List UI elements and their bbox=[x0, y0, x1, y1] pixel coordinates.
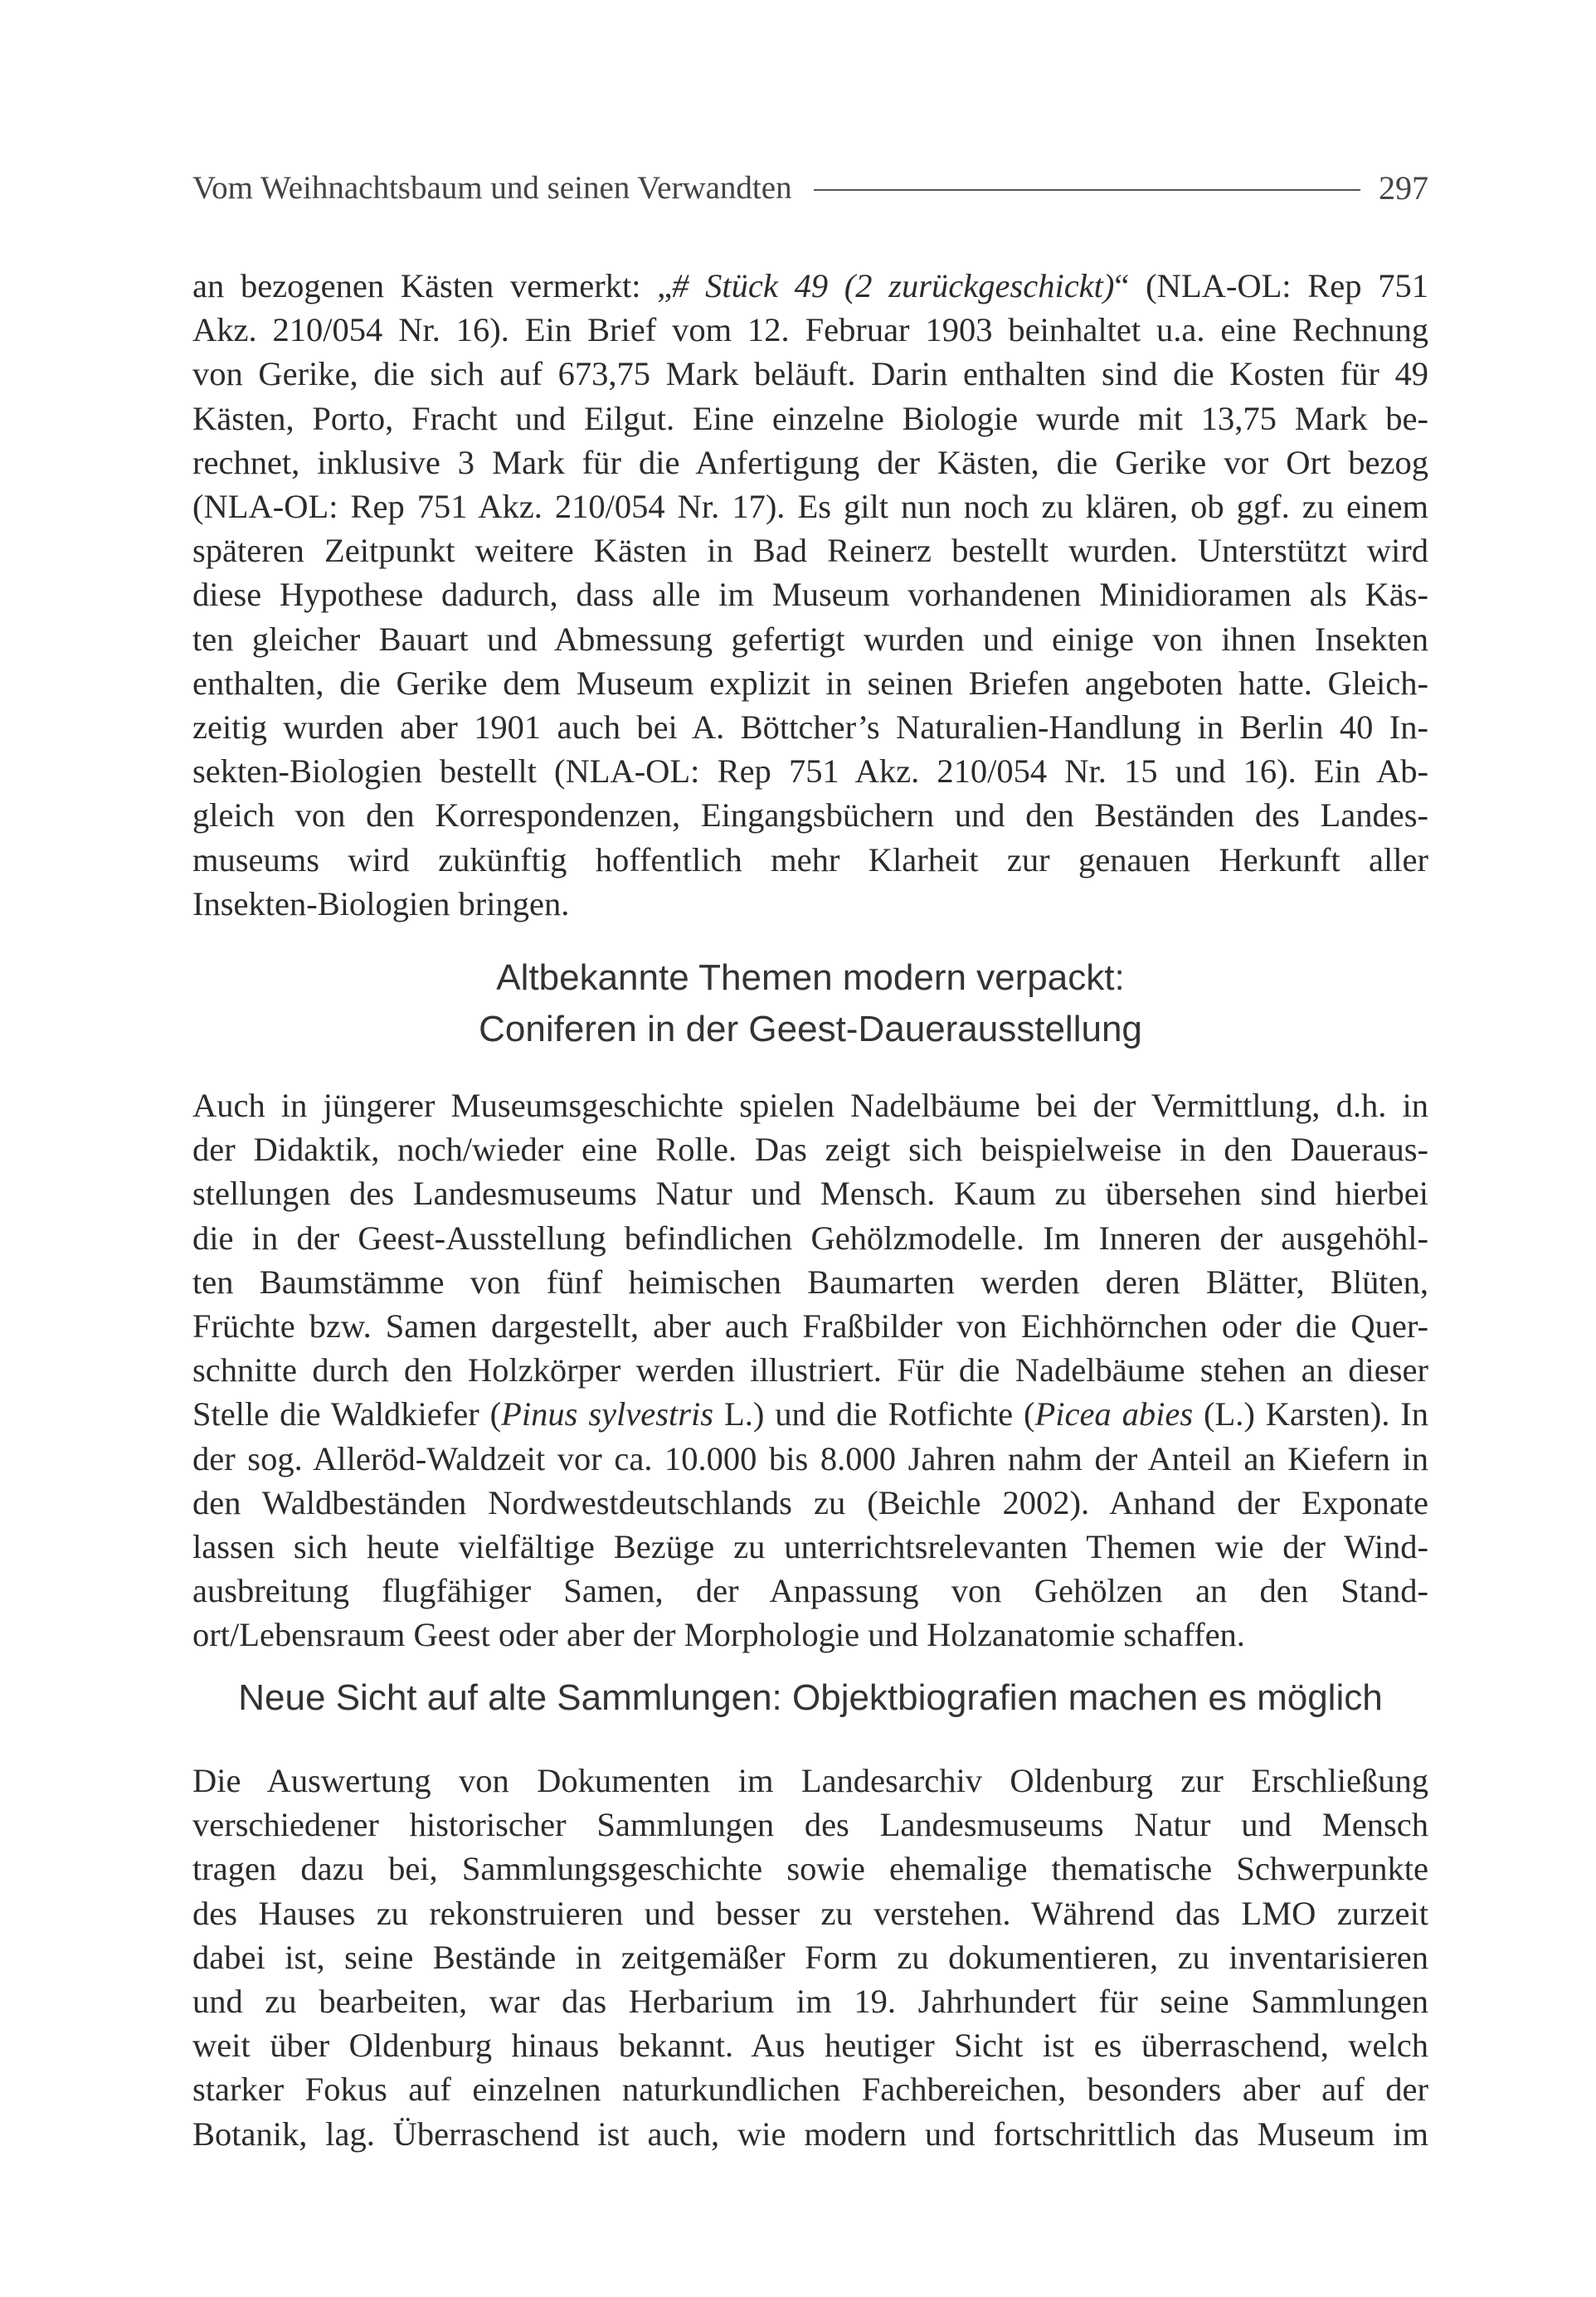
text-line: von Gerike, die sich auf 673,75 Mark beläuft. Darin enthalten sind die Kosten für 49 bbox=[192, 355, 1428, 393]
text-line: (NLA-OL: Rep 751 Akz. 210/054 Nr. 17). Es gilt nun noch zu klären, ob ggf. zu einem bbox=[192, 488, 1428, 526]
text-line: des Hauses zu rekonstruieren und besser zu verstehen. Während das LMO zurzeit bbox=[192, 1894, 1428, 1932]
text-line: Stelle die Waldkiefer (Pinus sylvestris L.) und die Rotfichte (Picea abies (L.) Karsten). In bbox=[192, 1395, 1429, 1433]
text-line: ort/Lebensraum Geest oder aber der Morphologie und Holzanatomie schaffen. bbox=[192, 1616, 1245, 1654]
text-line: enthalten, die Gerike dem Museum explizit in seinen Briefen angeboten hatte. Gleich- bbox=[192, 664, 1428, 702]
text-line: ten gleicher Bauart und Abmessung gefertigt wurden und einige von ihnen Insekten bbox=[192, 620, 1428, 658]
page-number: 297 bbox=[1379, 168, 1428, 207]
running-title: Vom Weihnachtsbaum und seinen Verwandten bbox=[192, 169, 792, 206]
text-line: ten Baumstämme von fünf heimischen Baumarten werden deren Blätter, Blüten, bbox=[192, 1263, 1428, 1301]
paragraph-collections bbox=[192, 1759, 1428, 2156]
text-line: späteren Zeitpunkt weitere Kästen in Bad Reinerz bestellt wurden. Unterstützt wird bbox=[192, 532, 1428, 570]
text-line: lassen sich heute vielfältige Bezüge zu unterrichtsrelevanten Themen wie der Wind- bbox=[192, 1528, 1428, 1566]
text-line: Botanik, lag. Überraschend ist auch, wie modern und fortschrittlich das Museum im bbox=[192, 2115, 1428, 2153]
text-line: rechnet, inklusive 3 Mark für die Anfertigung der Kästen, die Gerike vor Ort bezog bbox=[192, 443, 1428, 481]
paragraph-geest-exhibition bbox=[192, 1083, 1428, 1657]
text-line: an bezogenen Kästen vermerkt: „# Stück 49 (2 zurückgeschickt)“ (NLA-OL: Rep 751 bbox=[192, 267, 1429, 304]
text-line: Akz. 210/054 Nr. 16). Ein Brief vom 12. Februar 1903 beinhaltet u.a. eine Rechnung bbox=[192, 311, 1428, 349]
paragraph-box-contents bbox=[192, 264, 1428, 926]
section-heading-coniferen: Altbekannte Themen modern verpackt: Coniferen in der Geest-Dauerausstellung bbox=[479, 957, 1142, 1049]
text-line: die in der Geest-Ausstellung befindlichen Gehölzmodelle. Im Inneren der ausgehöhl- bbox=[192, 1219, 1428, 1257]
text-line: den Waldbeständen Nordwestdeutschlands zu (Beichle 2002). Anhand der Exponate bbox=[192, 1483, 1428, 1521]
section-heading-objektbiografien: Neue Sicht auf alte Sammlungen: Objektbiografien machen es möglich bbox=[238, 1677, 1383, 1718]
running-header bbox=[192, 163, 1428, 212]
text-line: diese Hypothese dadurch, dass alle im Museum vorhandenen Minidioramen als Käs- bbox=[192, 576, 1428, 614]
text-line: stellungen des Landesmuseums Natur und Mensch. Kaum zu übersehen sind hierbei bbox=[192, 1175, 1428, 1213]
text-line: Die Auswertung von Dokumenten im Landesarchiv Oldenburg zur Erschließung bbox=[192, 1762, 1428, 1799]
text-line: starker Fokus auf einzelnen naturkundlichen Fachbereichen, besonders aber auf der bbox=[192, 2071, 1428, 2109]
text-line: und zu bearbeiten, war das Herbarium im 19. Jahrhundert für seine Sammlungen bbox=[192, 1983, 1428, 2021]
quote-italic: # Stück 49 (2 zurückgeschickt) bbox=[672, 267, 1115, 304]
text-line: Auch in jüngerer Museumsgeschichte spielen Nadelbäume bei der Vermittlung, d.h. in bbox=[192, 1087, 1428, 1124]
header-rule bbox=[814, 189, 1360, 191]
text-line: der Didaktik, noch/wieder eine Rolle. Das zeigt sich beispielweise in den Daueraus- bbox=[192, 1131, 1428, 1169]
text-line: schnitte durch den Holzkörper werden illustriert. Für die Nadelbäume stehen an dieser bbox=[192, 1351, 1428, 1389]
text-line: Kästen, Porto, Fracht und Eilgut. Eine einzelne Biologie wurde mit 13,75 Mark be- bbox=[192, 399, 1428, 437]
text-line: ausbreitung flugfähiger Samen, der Anpassung von Gehölzen an den Stand- bbox=[192, 1572, 1428, 1610]
text-line: Insekten-Biologien bringen. bbox=[192, 884, 570, 922]
text-line: Früchte bzw. Samen dargestellt, aber auch Fraßbilder von Eichhörnchen oder die Quer- bbox=[192, 1307, 1428, 1346]
species-name-italic: Picea abies bbox=[1034, 1395, 1194, 1433]
text-line: gleich von den Korrespondenzen, Eingangsbüchern und den Beständen des Landes- bbox=[192, 796, 1428, 835]
text-line: museums wird zukünftig hoffentlich mehr Klarheit zur genauen Herkunft aller bbox=[192, 840, 1428, 878]
species-name-italic: Pinus sylvestris bbox=[501, 1395, 714, 1433]
text-line: der sog. Alleröd-Waldzeit vor ca. 10.000 bis 8.000 Jahren nahm der Anteil an Kiefern in bbox=[192, 1439, 1428, 1477]
text-line: verschiedener historischer Sammlungen des Landesmuseums Natur und Mensch bbox=[192, 1806, 1428, 1844]
text-line: sekten-Biologien bestellt (NLA-OL: Rep 751 Akz. 210/054 Nr. 15 und 16). Ein Ab- bbox=[192, 752, 1428, 791]
text-line: weit über Oldenburg hinaus bekannt. Aus heutiger Sicht ist es überraschend, welch bbox=[192, 2027, 1428, 2065]
text-line: tragen dazu bei, Sammlungsgeschichte sowie ehemalige thematische Schwerpunkte bbox=[192, 1850, 1428, 1888]
text-line: zeitig wurden aber 1901 auch bei A. Böttcher’s Naturalien-Handlung in Berlin 40 In- bbox=[192, 708, 1428, 747]
text-line: dabei ist, seine Bestände in zeitgemäßer Form zu dokumentieren, zu inventarisieren bbox=[192, 1938, 1428, 1976]
